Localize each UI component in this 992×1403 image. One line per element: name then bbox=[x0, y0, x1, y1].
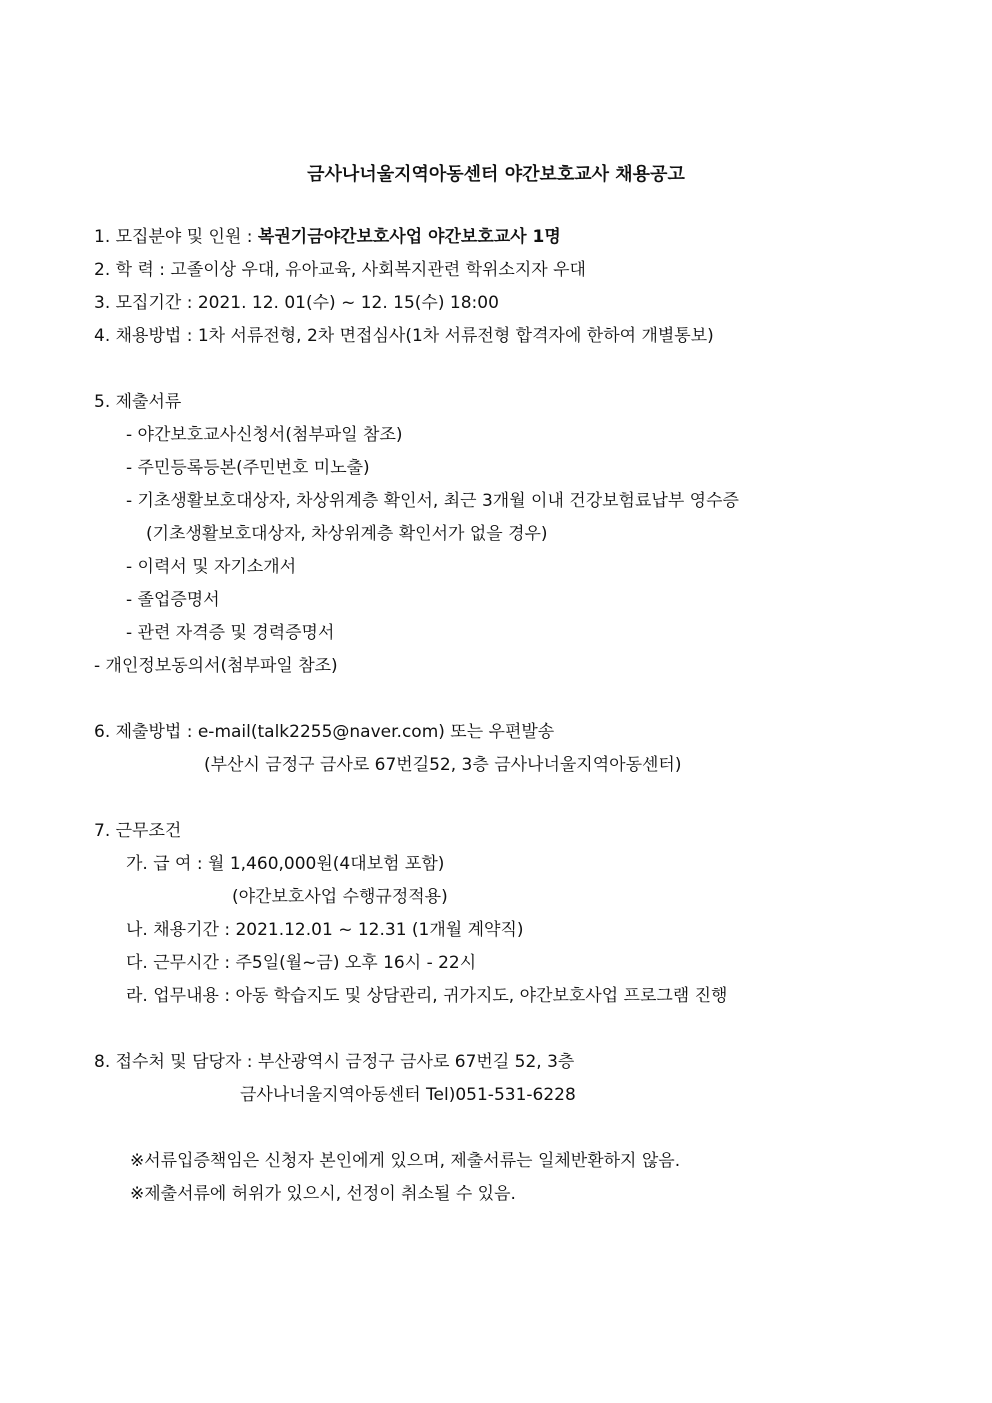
item-1-recruitment bbox=[94, 226, 561, 248]
doc-item: - 이력서 및 자기소개서 bbox=[126, 557, 297, 577]
doc-item: - 주민등록등본(주민번호 미노출) bbox=[126, 458, 370, 478]
doc-item-note: (기초생활보호대상자, 차상위계층 확인서가 없을 경우) bbox=[146, 524, 548, 544]
doc-item: - 야간보호교사신청서(첨부파일 참조) bbox=[126, 425, 403, 445]
work-duties: 라. 업무내용 : 아동 학습지도 및 상담관리, 귀가지도, 야간보호사업 프로그램 진행 bbox=[126, 986, 728, 1006]
doc-item-extra: - 개인정보동의서(첨부파일 참조) bbox=[94, 656, 338, 676]
note: ※서류입증책임은 신청자 본인에게 있으며, 제출서류는 일체반환하지 않음. bbox=[130, 1151, 681, 1171]
item-4-method: 4. 채용방법 : 1차 서류전형, 2차 면접심사(1차 서류전형 합격자에 한하여 개별통보) bbox=[94, 326, 714, 346]
work-period: 나. 채용기간 : 2021.12.01 ~ 12.31 (1개월 계약직) bbox=[126, 920, 524, 940]
doc-item: - 기초생활보호대상자, 차상위계층 확인서, 최근 3개월 이내 건강보험료납부 영수증 bbox=[126, 491, 739, 511]
item-2-education: 2. 학 력 : 고졸이상 우대, 유아교육, 사회복지관련 학위소지자 우대 bbox=[94, 260, 586, 280]
work-pay: 가. 급 여 : 월 1,460,000원(4대보험 포함) bbox=[126, 854, 445, 874]
item-6-heading: 6. 제출방법 : e-mail(talk2255@naver.com) 또는 우편발송 bbox=[94, 722, 555, 742]
item-8-contact: 금사나너울지역아동센터 Tel)051-531-6228 bbox=[240, 1085, 576, 1105]
item-1-label: 1. 모집분야 및 인원 : bbox=[94, 227, 258, 247]
doc-item: - 졸업증명서 bbox=[126, 590, 220, 610]
note: ※제출서류에 허위가 있으시, 선정이 취소될 수 있음. bbox=[130, 1184, 516, 1204]
work-pay-note: (야간보호사업 수행규정적용) bbox=[232, 887, 448, 907]
page-title: 금사나너울지역아동센터 야간보호교사 채용공고 bbox=[307, 164, 685, 185]
work-hours: 다. 근무시간 : 주5일(월~금) 오후 16시 - 22시 bbox=[126, 953, 477, 973]
item-1-value: 복권기금야간보호사업 야간보호교사 1명 bbox=[257, 227, 561, 247]
item-8-heading: 8. 접수처 및 담당자 : 부산광역시 금정구 금사로 67번길 52, 3층 bbox=[94, 1052, 575, 1072]
item-3-period: 3. 모집기간 : 2021. 12. 01(수) ~ 12. 15(수) 18:00 bbox=[94, 293, 499, 313]
item-6-address: (부산시 금정구 금사로 67번길52, 3층 금사나너울지역아동센터) bbox=[204, 755, 682, 775]
item-5-heading: 5. 제출서류 bbox=[94, 392, 182, 412]
doc-item: - 관련 자격증 및 경력증명서 bbox=[126, 623, 335, 643]
item-7-heading: 7. 근무조건 bbox=[94, 821, 182, 841]
